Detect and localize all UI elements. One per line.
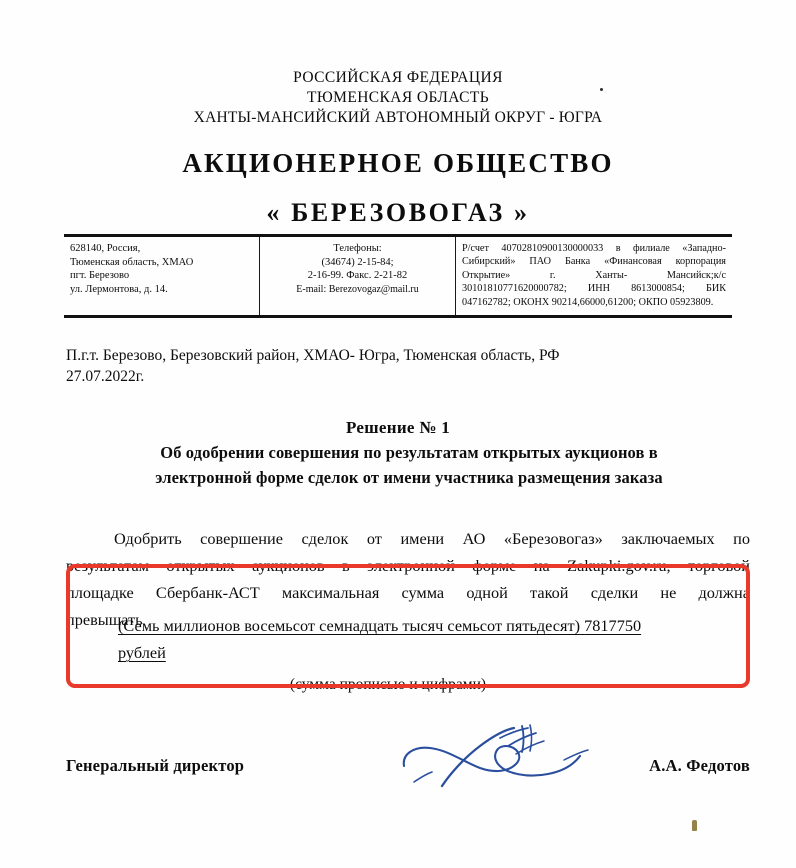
- amount-caption: (сумма прописью и цифрами): [289, 676, 487, 693]
- amount-block: [66, 612, 750, 694]
- signatory-position: Генеральный директор: [66, 756, 245, 775]
- document-subtitle: [84, 440, 734, 490]
- subtitle-line-2: электронной форме сделок от имени участника размещения заказа: [155, 468, 663, 487]
- masthead-line-region: ТЮМЕНСКАЯ ОБЛАСТЬ: [306, 89, 490, 106]
- requisites-band: [64, 234, 732, 318]
- document-title: Решение № 1: [345, 418, 451, 437]
- subtitle-line-1: Об одобрении совершения по результатам открытых аукционов в: [160, 443, 658, 462]
- masthead-line-okrug: ХАНТЫ-МАНСИЙСКИЙ АВТОНОМНЫЙ ОКРУГ - ЮГРА: [193, 109, 603, 126]
- body-line-2: результатам открытых аукционов в электронной форме на Zakupki.gov.ru, торговой: [66, 556, 750, 575]
- bank-line-3: Открытие» г. Ханты- Мансийск;к/с: [462, 269, 726, 281]
- address-line-2: Тюменская область, ХМАО: [70, 256, 194, 268]
- address-line-3: пгт. Березово: [70, 270, 130, 282]
- address-line-4: ул. Лермонтова, д. 14.: [70, 283, 168, 295]
- requisites-bank-column: [456, 237, 732, 315]
- handwritten-signature-icon: [396, 716, 616, 796]
- body-line-4: превышать: [66, 610, 143, 629]
- body-line-1: Одобрить совершение сделок от имени АО «Березовогаз» заключаемых по: [114, 529, 750, 548]
- date-line: 27.07.2022г.: [66, 368, 145, 385]
- bank-line-1: Р/счет 40702810900130000033 в филиале «Западно-: [462, 243, 726, 254]
- contacts-phone-1: (34674) 2-15-84;: [321, 256, 394, 268]
- organization-legal-form: АКЦИОНЕРНОЕ ОБЩЕСТВО: [182, 148, 614, 178]
- amount-currency-line: [66, 639, 750, 666]
- place-and-date: [66, 345, 560, 387]
- amount-in-words: (Семь миллионов восемьсот семнадцать тысяч семьсот пятьдесят): [118, 616, 581, 635]
- bank-line-4: 30101810771620000782; ИНН 8613000854; БИК: [462, 283, 726, 295]
- body-line-3: площадке Сбербанк-АСТ максимальная сумма одной такой сделки не должна: [66, 583, 750, 602]
- requisites-contacts-column: [260, 237, 456, 315]
- place-line: П.г.т. Березово, Березовский район, ХМАО- Югра, Тюменская область, РФ: [66, 347, 560, 364]
- bank-line-2: Сибирский» ПАО Банка «Финансовая корпорация: [462, 256, 726, 268]
- contacts-phone-2-fax: 2-16-99. Факс. 2-21-82: [307, 270, 408, 282]
- signatory-name: А.А. Федотов: [649, 756, 750, 775]
- scan-artifact-mark: [692, 820, 697, 831]
- contacts-email: E-mail: Berezovogaz@mail.ru: [296, 283, 419, 295]
- bank-line-5: 047162782; ОКОНХ 90214,66000,61200; ОКПО 05923809.: [462, 296, 714, 308]
- address-line-1: 628140, Россия,: [70, 243, 141, 254]
- contacts-label: Телефоны:: [333, 243, 382, 254]
- masthead-line-country: РОССИЙСКАЯ ФЕДЕРАЦИЯ: [293, 69, 503, 86]
- signature-row: [66, 752, 750, 792]
- requisites-address-column: [64, 237, 260, 315]
- masthead: [0, 68, 796, 128]
- scan-ink-dot: [600, 88, 603, 91]
- organization-name: « БЕРЕЗОВОГАЗ »: [266, 198, 530, 227]
- amount-primary-line: [66, 612, 750, 639]
- amount-currency: рублей: [118, 643, 166, 662]
- amount-in-figures: 7817750: [584, 616, 642, 635]
